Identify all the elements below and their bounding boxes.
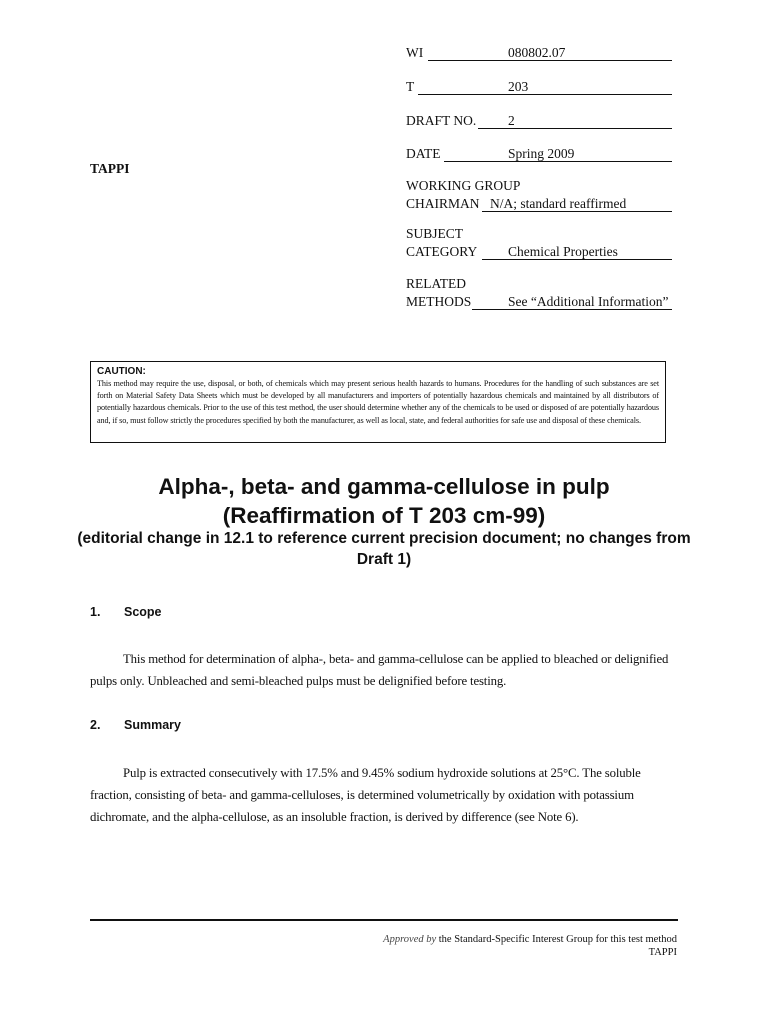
draft-label: DRAFT NO. xyxy=(406,113,477,128)
subject-row xyxy=(406,243,672,261)
wg-label-line1: WORKING GROUP xyxy=(406,178,521,193)
document-title: Alpha-, beta- and gamma-cellulose in pulp xyxy=(158,474,610,499)
section-text: Pulp is extracted consecutively with 17.5% and 9.45% sodium hydroxide solutions at 25°C. The soluble fraction, consisting of beta- and gamma-celluloses, is determined volumetrically by oxidation with potassium dichromate, and the alpha-cellulose, as an insoluble fraction, is derived by difference (see Note 6). xyxy=(90,766,641,824)
date-block xyxy=(406,145,672,163)
t-value: 203 xyxy=(508,79,529,94)
section-body-summary xyxy=(90,762,680,828)
document-note: (editorial change in 12.1 to reference current precision document; no changes from Draft 1) xyxy=(77,530,691,568)
t-number-block xyxy=(406,78,672,96)
subject-label-line2: CATEGORY xyxy=(406,244,478,259)
wi-label: WI xyxy=(406,45,424,60)
draft-row xyxy=(406,112,672,130)
t-label: T xyxy=(406,79,415,94)
related-value: See “Additional Information” xyxy=(508,294,669,309)
subject-value: Chemical Properties xyxy=(508,244,618,259)
footer-approval-text: the Standard-Specific Interest Group for this test method xyxy=(436,934,677,945)
section-number: 2. xyxy=(90,718,101,732)
document-subtitle: (Reaffirmation of T 203 cm-99) xyxy=(222,503,546,528)
caution-title: CAUTION: xyxy=(97,366,146,377)
related-label-line2: METHODS xyxy=(406,294,472,309)
related-row xyxy=(406,293,672,311)
related-block xyxy=(406,275,672,311)
document-metadata xyxy=(406,44,672,62)
t-row xyxy=(406,78,672,96)
draft-value: 2 xyxy=(508,113,515,128)
section-title: Summary xyxy=(124,718,181,732)
working-group-block xyxy=(406,177,672,213)
section-heading-scope xyxy=(90,605,162,619)
footer-divider xyxy=(90,919,678,921)
wg-value: N/A; standard reaffirmed xyxy=(490,196,627,211)
section-number: 1. xyxy=(90,605,101,619)
footer-org: TAPPI xyxy=(648,947,677,958)
wg-label-line2: CHAIRMAN xyxy=(406,196,480,211)
org-name: TAPPI xyxy=(90,161,130,176)
subject-label-line1: SUBJECT xyxy=(406,226,464,241)
date-label: DATE xyxy=(406,146,441,161)
wi-value: 080802.07 xyxy=(508,45,566,60)
section-text: This method for determination of alpha-, beta- and gamma-cellulose can be applied to bleached or delignified pulps only. Unbleached and semi-bleached pulps must be delignified before testing. xyxy=(90,652,669,688)
caution-text: This method may require the use, disposal, or both, of chemicals which may present serious health hazards to humans. Procedures for the handling of such substances are set forth on Material Safety Data Sheets which must be developed by all manufacturers and importers of potentially hazardous chemicals and maintained by all distributors of potentially hazardous chemicals. Prior to the use of this test method, the user should determine whether any of the chemicals to be used or disposed of are potentially hazardous and, if so, must follow strictly the procedures specified by both the manufacturer, as well as local, state, and federal authorities for safe use and disposal of these chemicals. xyxy=(97,379,659,425)
related-label-line1: RELATED xyxy=(406,276,466,291)
wi-row xyxy=(406,44,672,62)
subject-block xyxy=(406,225,672,261)
section-heading-summary xyxy=(90,718,181,732)
caution-box xyxy=(90,361,666,443)
date-value: Spring 2009 xyxy=(508,146,575,161)
section-title: Scope xyxy=(124,605,162,619)
date-row xyxy=(406,145,672,163)
footer-approval xyxy=(177,933,677,946)
section-body-scope xyxy=(90,648,680,692)
wg-row xyxy=(406,195,672,213)
draft-block xyxy=(406,112,672,130)
footer-approved-by: Approved by xyxy=(383,934,437,945)
